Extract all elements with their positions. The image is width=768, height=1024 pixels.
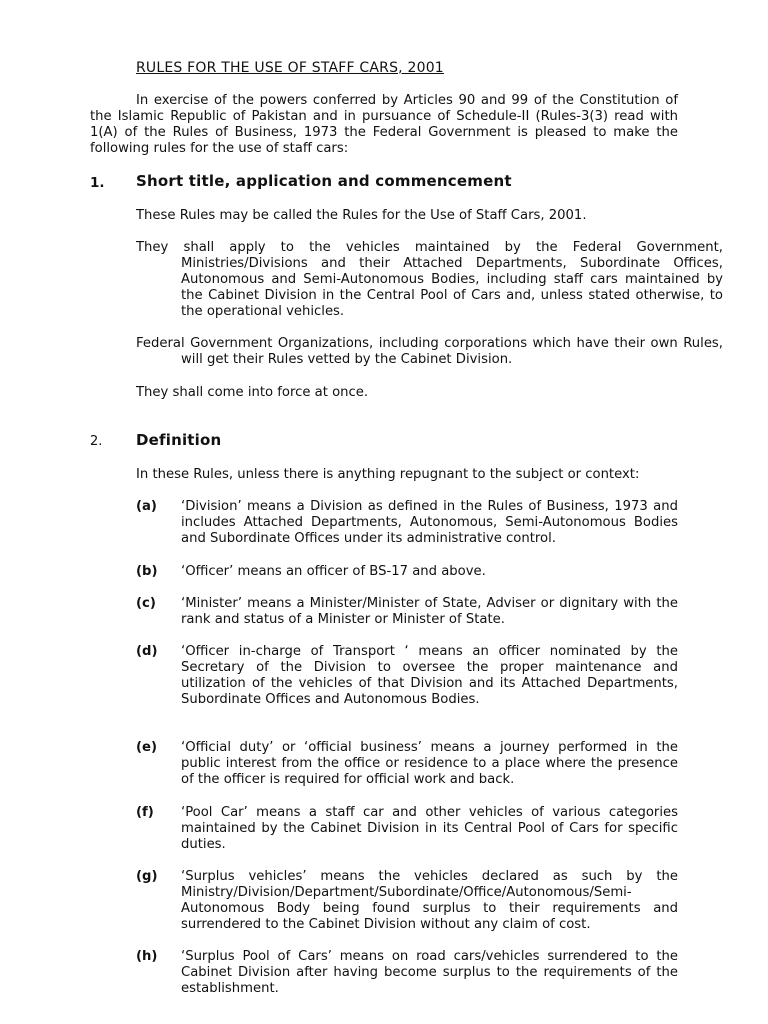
definition-label-b: (b) (136, 564, 158, 579)
section-1-paragraph-3: Federal Government Organizations, including corporations which have their own Rules, will get their Rules vetted by the Cabinet Division. (136, 336, 723, 367)
section-1-paragraph-1: These Rules may be called the Rules for the Use of Staff Cars, 2001. (136, 208, 587, 223)
definition-text-g: ‘Surplus vehicles’ means the vehicles declared as such by the Ministry/Division/Department/Subordinate/Office/Autonomous/Semi-Autonomous Body being found surplus to their requirements and surrendered to the Cabinet Division without any claim of cost. (181, 869, 678, 932)
definition-label-d: (d) (136, 644, 158, 659)
definition-text-b: ‘Officer’ means an officer of BS-17 and above. (181, 564, 486, 579)
definition-text-c: ‘Minister’ means a Minister/Minister of State, Adviser or dignitary with the rank and status of a Minister or Minister of State. (181, 596, 678, 627)
section-1-heading: Short title, application and commencement (136, 172, 512, 190)
definition-label-g: (g) (136, 869, 158, 884)
definition-label-h: (h) (136, 949, 158, 964)
section-1-paragraph-4: They shall come into force at once. (136, 385, 369, 400)
section-1-number: 1. (90, 175, 105, 191)
section-2-lead: In these Rules, unless there is anything repugnant to the subject or context: (136, 467, 640, 482)
definition-text-d: ‘Officer in-charge of Transport ‘ means an officer nominated by the Secretary of the Division to oversee the proper maintenance and utilization of the vehicles of that Division and its Attached Departments, Subordinate Offices and Autonomous Bodies. (181, 644, 678, 707)
intro-paragraph: In exercise of the powers conferred by Articles 90 and 99 of the Constitution of the Islamic Republic of Pakistan and in pursuance of Schedule-II (Rules-3(3) read with 1(A) of the Rules of Business, 1973 the Federal Government is pleased to make the following rules for the use of staff cars: (90, 93, 678, 156)
definition-text-h: ‘Surplus Pool of Cars’ means on road cars/vehicles surrendered to the Cabinet Division after having become surplus to the requirements of the establishment. (181, 949, 678, 996)
definition-label-c: (c) (136, 596, 156, 611)
definition-label-f: (f) (136, 805, 154, 820)
definition-text-a: ‘Division’ means a Division as defined in the Rules of Business, 1973 and includes Attached Departments, Autonomous, Semi-Autonomous Bodies and Subordinate Offices under its administrative control. (181, 499, 678, 546)
definition-label-a: (a) (136, 499, 157, 514)
section-1-paragraph-2: They shall apply to the vehicles maintained by the Federal Government, Ministries/Divisions and their Attached Departments, Subordinate Offices, Autonomous and Semi-Autonomous Bodies, including staff cars maintained by the Cabinet Division in the Central Pool of Cars and, unless stated otherwise, to the operational vehicles. (136, 240, 723, 319)
document-title: RULES FOR THE USE OF STAFF CARS, 2001 (136, 60, 444, 76)
section-2-number: 2. (90, 434, 103, 449)
definition-text-f: ‘Pool Car’ means a staff car and other vehicles of various categories maintained by the Cabinet Division in its Central Pool of Cars for specific duties. (181, 805, 678, 852)
section-2-heading: Definition (136, 431, 222, 449)
definition-label-e: (e) (136, 740, 157, 755)
definition-text-e: ‘Official duty’ or ‘official business’ means a journey performed in the public interest from the office or residence to a place where the presence of the officer is required for official work and back. (181, 740, 678, 787)
